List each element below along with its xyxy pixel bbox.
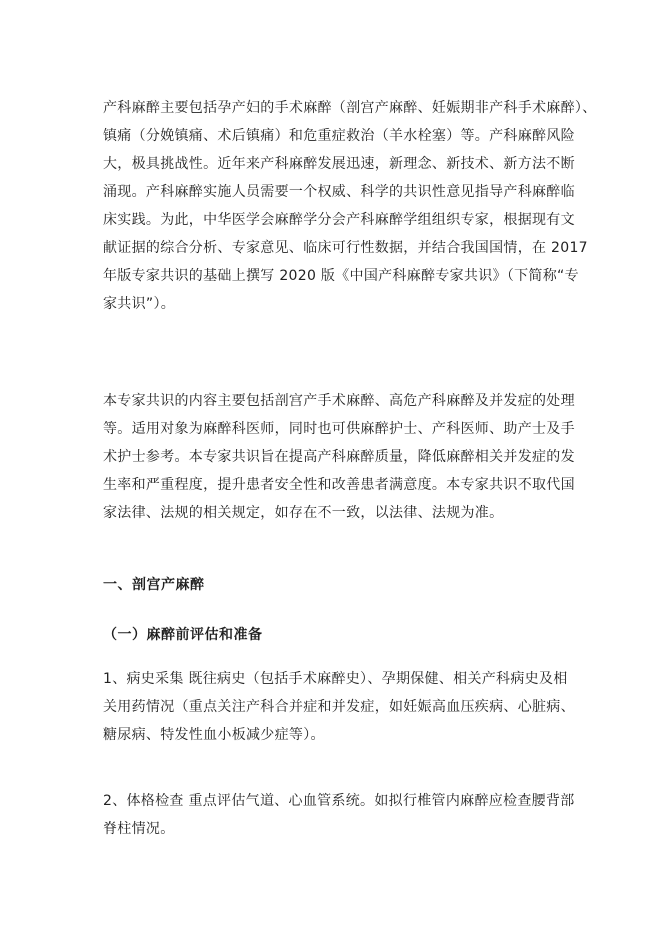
- intro-line-5: 床实践。为此，中华医学会麻醉学分会产科麻醉学组组织专家，根据现有文: [103, 212, 575, 228]
- intro-paragraph: [103, 94, 597, 318]
- intro-line-7: 年版专家共识的基础上撰写 2020 版《中国产科麻醉专家共识》（下简称“专: [103, 268, 579, 284]
- scope-line-1: 本专家共识的内容主要包括剖宫产手术麻醉、高危产科麻醉及并发症的处理: [103, 393, 575, 409]
- item-2-line-2: 脊柱情况。: [103, 821, 175, 837]
- scope-line-5: 家法律、法规的相关规定，如存在不一致，以法律、法规为准。: [103, 505, 504, 521]
- scope-line-3: 术护士参考。本专家共识旨在提高产科麻醉质量，降低麻醉相关并发症的发: [103, 449, 575, 465]
- item-2-line-1: 2、体格检查 重点评估气道、心血管系统。如拟行椎管内麻醉应检查腰背部: [103, 793, 575, 809]
- item-1-line-2: 关用药情况（重点关注产科合并症和并发症，如妊娠高血压疾病、心脏病、: [103, 699, 575, 715]
- intro-line-6: 献证据的综合分析、专家意见、临床可行性数据，并结合我国国情，在 2017: [103, 240, 588, 256]
- scope-line-2: 等。适用对象为麻醉科医师，同时也可供麻醉护士、产科医师、助产士及手: [103, 421, 575, 437]
- intro-line-8: 家共识”）。: [103, 296, 176, 312]
- item-1-line-3: 糖尿病、特发性血小板减少症等）。: [103, 727, 325, 743]
- item-1-line-1: 1、病史采集 既往病史（包括手术麻醉史）、孕期保健、相关产科病史及相: [103, 671, 568, 687]
- subsection-heading: （一）麻醉前评估和准备: [103, 627, 263, 643]
- scope-paragraph: [103, 387, 575, 527]
- intro-line-4: 涌现。产科麻醉实施人员需要一个权威、科学的共识性意见指导产科麻醉临: [103, 184, 575, 200]
- intro-line-2: 镇痛（分娩镇痛、术后镇痛）和危重症救治（羊水栓塞）等。产科麻醉风险: [103, 128, 575, 144]
- item-1-paragraph: [103, 665, 575, 749]
- scope-line-4: 生率和严重程度，提升患者安全性和改善患者满意度。本专家共识不取代国: [103, 477, 575, 493]
- intro-line-1: 产科麻醉主要包括孕产妇的手术麻醉（剖宫产麻醉、妊娠期非产科手术麻醉）、: [103, 100, 597, 116]
- item-2-paragraph: [103, 787, 575, 843]
- intro-line-3: 大，极具挑战性。近年来产科麻醉发展迅速，新理念、新技术、新方法不断: [103, 156, 575, 172]
- section-heading: 一、剖宫产麻醉: [103, 577, 205, 593]
